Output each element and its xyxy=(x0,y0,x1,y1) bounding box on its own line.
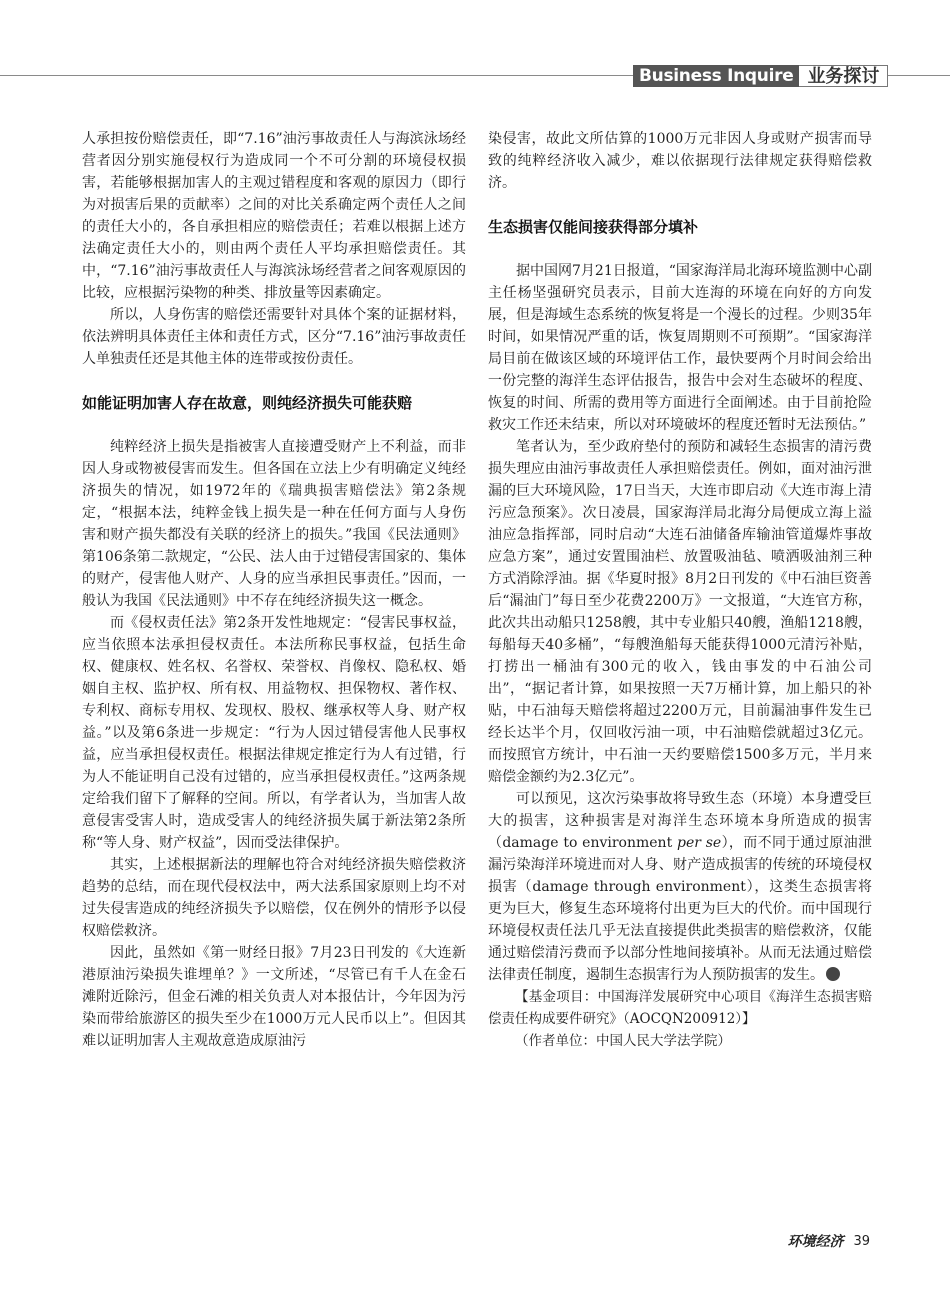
paragraph: 因此，虽然如《第一财经日报》7月23日刊发的《大连新港原油污染损失谁埋单？》一文所述，“尽管已有千人在金石滩附近除污，但金石滩的相关负责人对本报估计，今年因为污染而带给旅游区的损失至少在1000万元人民币以上”。但因其难以证明加害人主观故意造成原油污 xyxy=(82,945,466,1049)
paragraph: 人承担按份赔偿责任，即“7.16”油污事故责任人与海滨泳场经营者因分别实施侵权行为造成同一个不可分割的环境侵权损害，若能够根据加害人的主观过错程度和客观的原因力（即行为对损害后果的贡献率）之间的对比关系确定两个责任人之间的责任大小的，各自承担相应的赔偿责任；若难以根据上述方法确定责任大小的，则由两个责任人平均承担赔偿责任。其中，“7.16”油污事故责任人与海滨泳场经营者之间客观原因的比较，应根据污染物的种类、排放量等因素确定。 xyxy=(82,131,466,301)
paragraph xyxy=(488,788,872,986)
section-header xyxy=(633,65,888,87)
paragraph: 纯粹经济上损失是指被害人直接遭受财产上不利益，而非因人身或物被侵害而发生。但各国在立法上少有明确定义纯经济损失的情况，如1972年的《瑞典损害赔偿法》第2条规定，“根据本法，纯粹金钱上损失是一种在任何方面与人身伤害和财产损失都没有关联的经济上的损失。”我国《民法通则》第106条第二款规定，“公民、法人由于过错侵害国家的、集体的财产，侵害他人财产、人身的应当承担民事责任。”因而，一般认为我国《民法通则》中不存在纯经济损失这一概念。 xyxy=(82,439,466,609)
paragraph: 笔者认为，至少政府垫付的预防和减轻生态损害的清污费损失理应由油污事故责任人承担赔偿责任。例如，面对油污泄漏的巨大环境风险，17日当天，大连市即启动《大连市海上清污应急预案》。次日凌晨，国家海洋局北海分局便成立海上溢油应急指挥部，同时启动“大连石油储备库输油管道爆炸事故应急方案”，通过安置围油栏、放置吸油毡、喷洒吸油剂三种方式消除浮油。据《华夏时报》8月2日刊发的《中石油巨资善后“漏油门”每日至少花费2200万》一文报道，“大连官方称，此次共出动船只1258艘，其中专业船只40艘，渔船1218艘，每船每天40多桶”，“每艘渔船每天能获得1000元清污补贴，打捞出一桶油有300元的收入，钱由事发的中石油公司出”，“据记者计算，如果按照一天7万桶计算，加上船只的补贴，中石油每天赔偿将超过2200万元，目前漏油事件发生已经长达半个月，仅回收污油一项，中石油赔偿就超过3亿元。而按照官方统计，中石油一天约要赔偿1500多万元，半月来赔偿金额约为2.3亿元”。 xyxy=(488,439,872,785)
end-mark-icon xyxy=(826,967,840,981)
right-column xyxy=(488,128,872,1052)
page-number: 39 xyxy=(853,1233,870,1249)
paragraph: 染侵害，故此文所估算的1000万元非因人身或财产损害而导致的纯粹经济收入减少，难以依据现行法律规定获得赔偿救济。 xyxy=(488,131,872,191)
paragraph: 所以，人身伤害的赔偿还需要针对具体个案的证据材料，依法辨明具体责任主体和责任方式，区分“7.16”油污事故责任人单独责任还是其他主体的连带或按份责任。 xyxy=(82,307,466,367)
author-affiliation: （作者单位：中国人民大学法学院） xyxy=(515,1033,731,1049)
section-heading: 如能证明加害人存在故意，则纯经济损失可能获赔 xyxy=(82,394,413,412)
left-column xyxy=(82,128,466,1052)
page-footer xyxy=(787,1231,870,1251)
latin-phrase: per se xyxy=(677,835,722,851)
paragraph-text: 可以预见，这次污染事故将导致生态（环境）本身遭受巨大的损害，这种损害是对海洋生态环境本身所造成的损害（damage to environment xyxy=(488,791,872,851)
section-title-en: Business Inquire xyxy=(633,65,799,87)
foundation-note: 【基金项目：中国海洋发展研究中心项目《海洋生态损害赔偿责任构成要件研究》（AOCQN200912）】 xyxy=(488,989,872,1027)
journal-logo: 环境经济 xyxy=(787,1234,844,1250)
section-heading: 生态损害仅能间接获得部分填补 xyxy=(488,218,699,236)
section-title-cn: 业务探讨 xyxy=(799,65,888,87)
paragraph: 而《侵权责任法》第2条开发性地规定：“侵害民事权益，应当依照本法承担侵权责任。本法所称民事权益，包括生命权、健康权、姓名权、名誉权、荣誉权、肖像权、隐私权、婚姻自主权、监护权、所有权、用益物权、担保物权、著作权、专利权、商标专用权、发现权、股权、继承权等人身、财产权益。”以及第6条进一步规定：“行为人因过错侵害他人民事权益，应当承担侵权责任。根据法律规定推定行为人有过错，行为人不能证明自己没有过错的，应当承担侵权责任。”这两条规定给我们留下了解释的空间。所以，有学者认为，当加害人故意侵害受害人时，造成受害人的纯经济损失属于新法第2条所称“等人身、财产权益”，因而受法律保护。 xyxy=(82,615,466,851)
paragraph-text: ），而不同于通过原油泄漏污染海洋环境进而对人身、财产造成损害的传统的环境侵权损害（damage through environment），这类生态损害将更为巨大，修复生态环境将付出更为巨大的代价。而中国现行环境侵权责任法几乎无法直接提供此类损害的赔偿救济，仅能通过赔偿清污费而予以部分性地间接填补。从而无法通过赔偿法律责任制度，遏制生态损害行为人预防损害的发生。 xyxy=(488,835,873,983)
paragraph: 据中国网7月21日报道，“国家海洋局北海环境监测中心副主任杨坚强研究员表示，目前大连海的环境在向好的方向发展，但是海域生态系统的恢复将是一个漫长的过程。少则35年时间，如果情况严重的话，恢复周期则不可预期”。“国家海洋局目前在做该区域的环境评估工作，最快要两个月时间会给出一份完整的海洋生态评估报告，报告中会对生态破坏的程度、恢复的时间、所需的费用等方面进行全面阐述。由于目前抢险救灾工作还未结束，所以对环境破坏的程度还暂时无法预估。” xyxy=(488,263,872,433)
paragraph: 其实，上述根据新法的理解也符合对纯经济损失赔偿救济趋势的总结，而在现代侵权法中，两大法系国家原则上均不对过失侵害造成的纯经济损失予以赔偿，仅在例外的情形予以侵权赔偿救济。 xyxy=(82,857,466,939)
